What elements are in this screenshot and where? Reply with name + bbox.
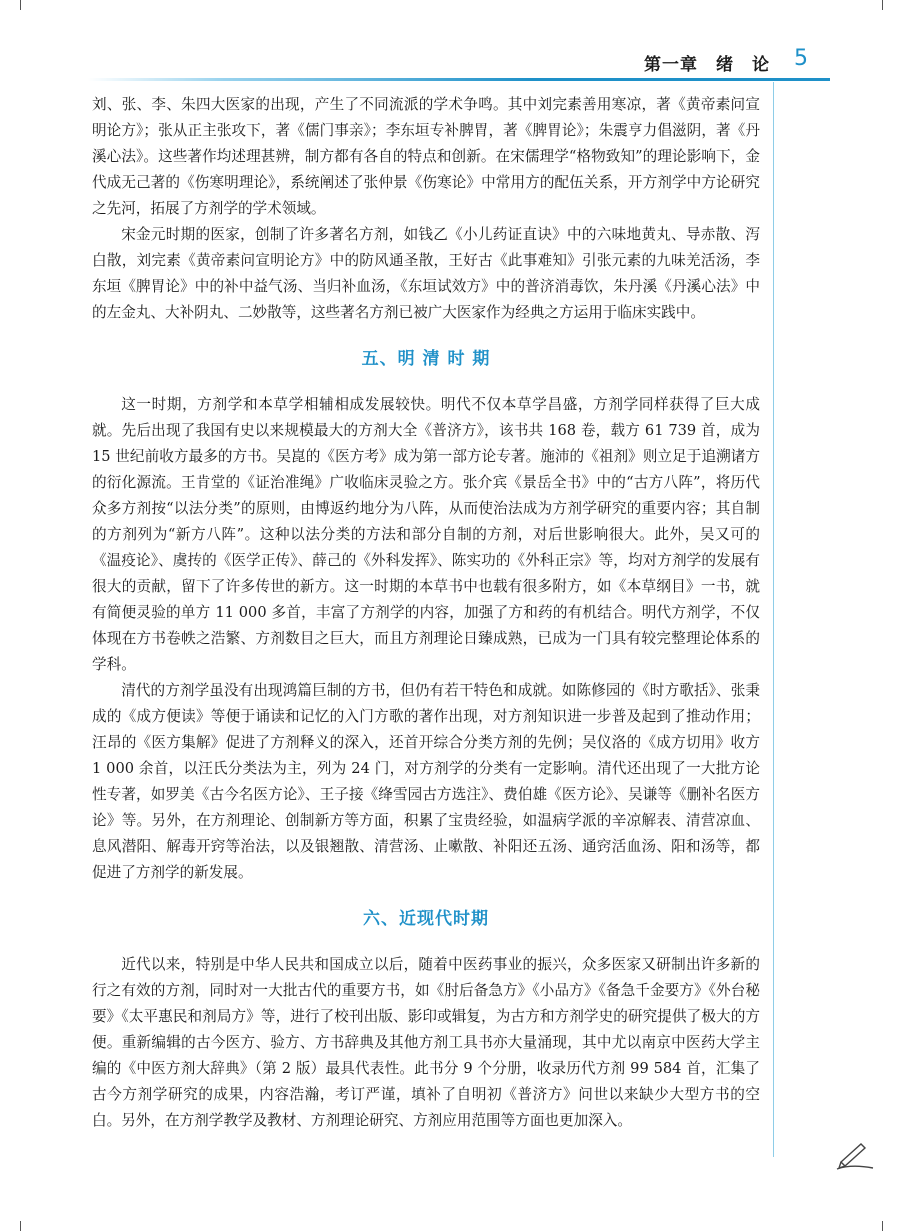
crop-mark <box>20 1221 21 1231</box>
section-heading-ming-qing: 五、明 清 时 期 <box>361 349 491 369</box>
paragraph: 这一时期，方剂学和本草学相辅相成发展较快。明代不仅本草学昌盛，方剂学同样获得了巨大成就。先后出现了我国有史以来规模最大的方剂大全《普济方》，该书共 168 卷，载方 61 739 首，成为 15 世纪前收方最多的方书。吴崑的《医方考》成为第一部方论专著。施沛的《祖剂》则立足于追溯诸方的衍化源流。王肯堂的《证治准绳》广收临床灵验之方。张介宾《景岳全书》中的“古方八阵”，将历代众多方剂按“以法分类”的原则，由博返约地分为八阵，从而使治法成为方剂学研究的重要内容；其自制的方剂列为“新方八阵”。这种以法分类的方法和部分自制的方剂，对后世影响很大。此外，吴又可的《温疫论》、虞抟的《医学正传》、薛己的《外科发挥》、陈实功的《外科正宗》等，均对方剂学的发展有很大的贡献，留下了许多传世的新方。这一时期的本草书中也载有很多附方，如《本草纲目》一书，就有简便灵验的单方 11 000 多首，丰富了方剂学的内容，加强了方和药的有机结合。明代方剂学，不仅体现在方书卷帙之浩繁、方剂数目之巨大，而且方剂理论日臻成熟，已成为一门具有较完整理论体系的学科。 <box>92 396 760 673</box>
paragraph: 宋金元时期的医家，创制了许多著名方剂，如钱乙《小儿药证直诀》中的六味地黄丸、导赤散、泻白散，刘完素《黄帝素问宣明论方》中的防风通圣散，王好古《此事难知》引张元素的九味羌活汤，李东垣《脾胃论》中的补中益气汤、当归补血汤，《东垣试效方》中的普济消毒饮，朱丹溪《丹溪心法》中的左金丸、大补阴丸、二妙散等，这些著名方剂已被广大医家作为经典之方运用于临床实践中。 <box>92 226 760 321</box>
crop-mark <box>882 0 883 10</box>
crop-mark <box>20 0 21 10</box>
page-header <box>0 30 830 82</box>
page-body <box>92 92 760 1134</box>
crop-mark <box>882 1221 883 1231</box>
pen-note-icon <box>835 1140 875 1170</box>
margin-rule <box>773 82 774 1157</box>
header-rule <box>88 78 830 81</box>
paragraph: 清代的方剂学虽没有出现鸿篇巨制的方书，但仍有若干特色和成就。如陈修园的《时方歌括》、张秉成的《成方便读》等便于诵读和记忆的入门方歌的著作出现，对方剂知识进一步普及起到了推动作用；汪昂的《医方集解》促进了方剂释义的深入，还首开综合分类方剂的先例；吴仪洛的《成方切用》收方 1 000 余首，以汪氏分类法为主，列为 24 门，对方剂学的分类有一定影响。清代还出现了一大批方论性专著，如罗美《古今名医方论》、王子接《绛雪园古方选注》、费伯雄《医方论》、吴谦等《删补名医方论》等。另外，在方剂理论、创制新方等方面，积累了宝贵经验，如温病学派的辛凉解表、清营凉血、息风潜阳、解毒开窍等治法，以及银翘散、清营汤、止嗽散、补阳还五汤、通窍活血汤、阳和汤等，都促进了方剂学的新发展。 <box>92 682 760 881</box>
chapter-title: 第一章 绪 论 <box>644 55 770 75</box>
section-heading-modern: 六、近现代时期 <box>363 909 489 929</box>
page-number: 5 <box>794 46 808 71</box>
paragraph: 刘、张、李、朱四大医家的出现，产生了不同流派的学术争鸣。其中刘完素善用寒凉，著《黄帝素问宣明论方》；张从正主张攻下，著《儒门事亲》；李东垣专补脾胃，著《脾胃论》；朱震亨力倡滋阴，著《丹溪心法》。这些著作均述理甚辨，制方都有各自的特点和创新。在宋儒理学“格物致知”的理论影响下，金代成无己著的《伤寒明理论》，系统阐述了张仲景《伤寒论》中常用方的配伍关系，开方剂学中方论研究之先河，拓展了方剂学的学术领域。 <box>92 96 760 217</box>
paragraph: 近代以来，特别是中华人民共和国成立以后，随着中医药事业的振兴，众多医家又研制出许多新的行之有效的方剂，同时对一大批古代的重要方书，如《肘后备急方》《小品方》《备急千金要方》《外台秘要》《太平惠民和剂局方》等，进行了校刊出版、影印或辑复，为古方和方剂学史的研究提供了极大的方便。重新编辑的古今医方、验方、方书辞典及其他方剂工具书亦大量涌现，其中尤以南京中医药大学主编的《中医方剂大辞典》（第 2 版）最具代表性。此书分 9 个分册，收录历代方剂 99 584 首，汇集了古今方剂学研究的成果，内容浩瀚，考订严谨，填补了自明初《普济方》问世以来缺少大型方书的空白。另外，在方剂学教学及教材、方剂理论研究、方剂应用范围等方面也更加深入。 <box>92 956 760 1129</box>
